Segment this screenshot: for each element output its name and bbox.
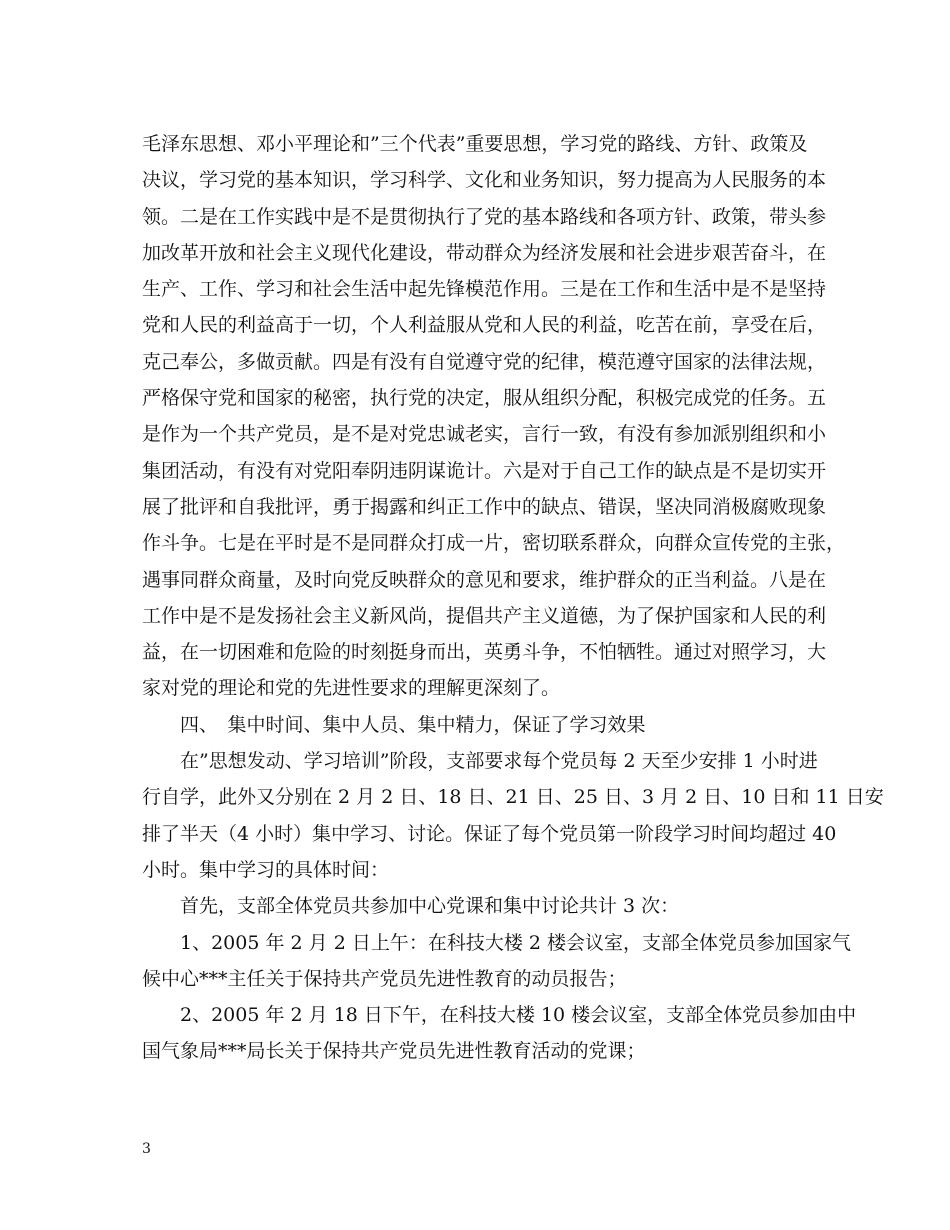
text-line: 国气象局***局长关于保持共产党员先进性教育活动的党课； [142,1040,646,1063]
text-line: 展了批评和自我批评，勇于揭露和纠正工作中的缺点、错误，坚决同消极腐败现象 [142,495,827,518]
list-item: 1、2005 年 2 月 2 日上午：在科技大楼 2 楼会议室，支部全体党员参加国家气 [180,931,851,954]
text-line: 克己奉公，多做贡献。四是有没有自觉遵守党的纪律，模范遵守国家的法律法规， [142,350,827,373]
text-line: 家对党的理论和党的先进性要求的理解更深刻了。 [142,677,561,700]
text-line: 遇事同群众商量，及时向党反映群众的意见和要求，维护群众的正当利益。八是在 [142,568,827,591]
text-line: 行自学，此外又分别在 2 月 2 日、18 日、21 日、25 日、3 月 2 日、10 日和 11 日安 [142,786,884,809]
text-line: 严格保守党和国家的秘密，执行党的决定，服从组织分配，积极完成党的任务。五 [142,387,827,410]
text-line: 是作为一个共产党员，是不是对党忠诚老实，言行一致，有没有参加派别组织和小 [142,423,827,446]
text-line: 决议，学习党的基本知识，学习科学、文化和业务知识，努力提高为人民服务的本 [142,169,827,192]
text-line: 生产、工作、学习和社会生活中起先锋模范作用。三是在工作和生活中是不是坚持 [142,278,827,301]
text-line: 加改革开放和社会主义现代化建设，带动群众为经济发展和社会进步艰苦奋斗，在 [142,241,827,264]
text-line: 党和人民的利益高于一切，个人利益服从党和人民的利益，吃苦在前，享受在后， [142,314,827,337]
text-line: 候中心***主任关于保持共产党员先进性教育的动员报告； [142,967,627,990]
body-text [142,126,884,1070]
text-line: 益，在一切困难和危险的时刻挺身而出，英勇斗争，不怕牺牲。通过对照学习，大 [142,641,827,664]
text-line: 小时。集中学习的具体时间： [142,858,390,881]
list-item: 2、2005 年 2 月 18 日下午，在科技大楼 10 楼会议室，支部全体党员参加由中 [180,1004,857,1027]
text-line: 工作中是不是发扬社会主义新风尚，提倡共产主义道德，为了保护国家和人民的利 [142,604,827,627]
text-line: 排了半天（4 小时）集中学习、讨论。保证了每个党员第一阶段学习时间均超过 40 [142,822,837,845]
text-line: 作斗争。七是在平时是不是同群众打成一片，密切联系群众，向群众宣传党的主张， [142,532,846,555]
text-line: 首先，支部全体党员共参加中心党课和集中讨论共计 3 次： [180,895,680,918]
text-line: 集团活动，有没有对党阳奉阴违阴谋诡计。六是对于自己工作的缺点是不是切实开 [142,459,827,482]
section-heading: 四、 集中时间、集中人员、集中精力，保证了学习效果 [180,713,646,736]
text-line: 在”思想发动、学习培训”阶段，支部要求每个党员每 2 天至少安排 1 小时进 [180,750,818,773]
page-number: 3 [142,1141,151,1157]
text-line: 毛泽东思想、邓小平理论和”三个代表”重要思想，学习党的路线、方针、政策及 [142,133,808,155]
text-line: 领。二是在工作实践中是不是贯彻执行了党的基本路线和各项方针、政策，带头参 [142,205,827,228]
